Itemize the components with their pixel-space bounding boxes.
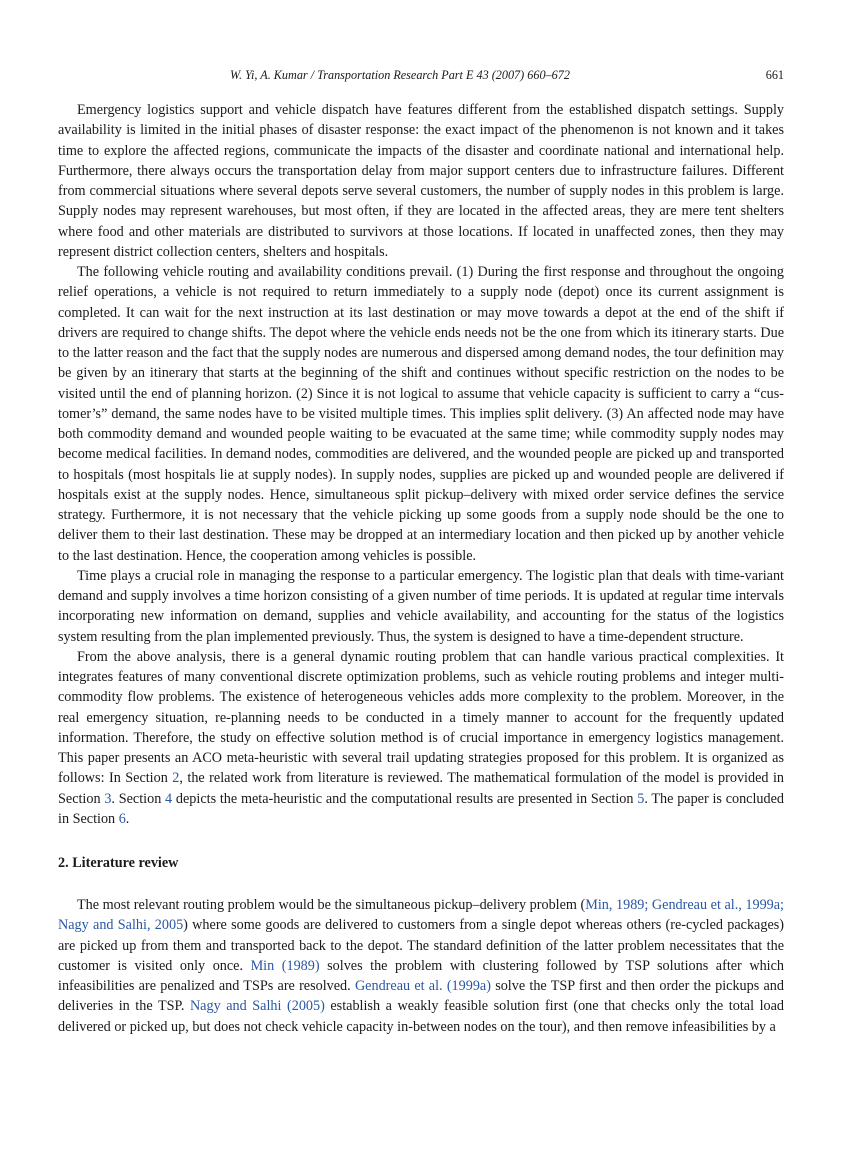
citation-link-min-1989[interactable]: Min (1989) [250, 957, 320, 974]
literature-text: solve the TSP first and then order the pickups and deliveries in the TSP. [58, 978, 784, 1015]
page-number: 661 [765, 68, 784, 82]
paragraph-routing-conditions: The following vehicle routing and availability conditions prevail. (1) During the first response and throughout the ongoing relief operations, a vehicle is not required to return immediately to a supply node (depot) once its current assignment is completed. It can wait for the next instruction at its last destination or may move towards a depot at the end of the shift if drivers are required to change shifts. The depot where the vehicle ends needs not be the one from which its itinerary starts. Due to the latter reason and the fact that the supply nodes are numerous and dispersed among demand nodes, the tour definition may be given by an itinerary that starts at the beginning of the shift and continues without specific restriction on the nodes to be visited until the end of planning horizon. (2) Since it is not logical to assume that vehicle capacity is sufficient to carry a “customer’s” demand, the same nodes have to be visited multiple times. This implies split delivery. (3) An affected node may have both commodity demand and wounded people waiting to be evacuated at the same time; while commodity supply nodes may become medical facilities. In demand nodes, commodities are delivered, and the wounded people are picked up and transported to hospitals (most hospitals lie at supply nodes). In supply nodes, supplies are picked up and wounded people are delivered if hospitals exist at the supply nodes. Hence, simultaneous split pickup–delivery with mixed order service defines the service strategy. Furthermore, it is not necessary that the vehicle picking up some goods from a supply node should be the one to deliver them to their last destination. These may be dropped at an intermediary location and then picked up by another vehicle to the last destination. Hence, the cooperation among vehicles is possible. [58, 264, 784, 564]
section-link-4[interactable]: 4 [165, 790, 173, 807]
section-link-6[interactable]: 6 [118, 810, 126, 827]
section-link-2[interactable]: 2 [172, 770, 180, 787]
paragraph-emergency-logistics: Emergency logistics support and vehicle dispatch have features different from the established dispatch settings. Supply availability is limited in the initial phases of disaster response: the exact impact of the phenomenon is not known and it takes time to explore the affected regions, communicate the impacts of the disaster and coordinate national and international help. Furthermore, there always occurs the transportation delay from major support centers due to infrastructure failures. Different from commercial situations where several depots serve several customers, the number of supply nodes in this problem is large. Supply nodes may represent warehouses, but most often, if they are located in the affected areas, they are mere tent shelters where food and other materials are distributed to survivors at those locations. If located in unaffected zones, then they may represent district collection centers, shelters and hospitals. [58, 102, 784, 260]
section-heading-literature-review: 2. Literature review [58, 855, 179, 871]
section-link-5[interactable]: 5 [637, 790, 645, 807]
citation-link-gendreau-1999a[interactable]: Gendreau et al. (1999a) [354, 978, 491, 994]
literature-text: solves the problem with clustering followed by TSP solutions after which infeasibilities are penalized and TSPs are resolved. [58, 957, 784, 994]
paragraph-literature [58, 895, 784, 1037]
literature-text: The most relevant routing problem would be the simultaneous pickup–delivery problem ( [77, 897, 586, 913]
citation-link-nagy-salhi-2005[interactable]: Nagy and Salhi (2005) [189, 998, 325, 1015]
running-head [58, 66, 784, 84]
literature-text: ) where some goods are delivered to customers from a single depot whereas others (re-cycled packages) are picked up from them and transported back to the depot. The standard definition of the latter problem necessitates that the customer is visited only once. [58, 917, 784, 974]
paragraph-paper-outline [58, 647, 784, 829]
outline-text: depicts the meta-heuristic and the computational results are presented in Section [172, 790, 638, 807]
outline-text: . The paper is concluded in Section [58, 790, 784, 827]
article-body [58, 100, 784, 1037]
outline-text: . Section [111, 790, 166, 807]
outline-text: From the above analysis, there is a general dynamic routing problem that can handle various practical complexities. It integrates features of many conventional discrete optimization problems, such as vehicle routing problems and integer multi-commodity flow problems. The existence of heterogeneous vehicles adds more complexity to the problem. Moreover, in the real emergency situation, re-planning needs to be conducted in a timely manner to account for the frequently updated information. Therefore, the study on effective solution method is of crucial importance in emergency logistics management. This paper presents an ACO meta-heuristic with several trail updating strategies proposed for this problem. It is organized as follows: In Section [58, 648, 784, 787]
outline-text: , the related work from literature is reviewed. The mathematical formulation of the model is provided in Section [58, 770, 784, 807]
outline-text: . [125, 810, 130, 827]
citation-link-min-gendreau-nagy[interactable]: Min, 1989; Gendreau et al., 1999a; Nagy and Salhi, 2005 [58, 897, 784, 934]
running-title: W. Yi, A. Kumar / Transportation Research Part E 43 (2007) 660–672 [230, 68, 570, 82]
paragraph-time-role: Time plays a crucial role in managing the response to a particular emergency. The logistic plan that deals with time-variant demand and supply involves a time horizon consisting of a given number of time periods. It is updated at regular time intervals incorporating new information on demand, supplies and vehicle availability, and accounting for the status of the logistics system resulting from the plan implemented previously. Thus, the system is designed to have a time-dependent structure. [58, 567, 784, 645]
literature-text: establish a weakly feasible solution first (one that checks only the total load delivered or picked up, but does not check vehicle capacity in-between nodes on the tour), and then remove infeasibilities by a [58, 998, 784, 1035]
section-link-3[interactable]: 3 [104, 790, 112, 807]
